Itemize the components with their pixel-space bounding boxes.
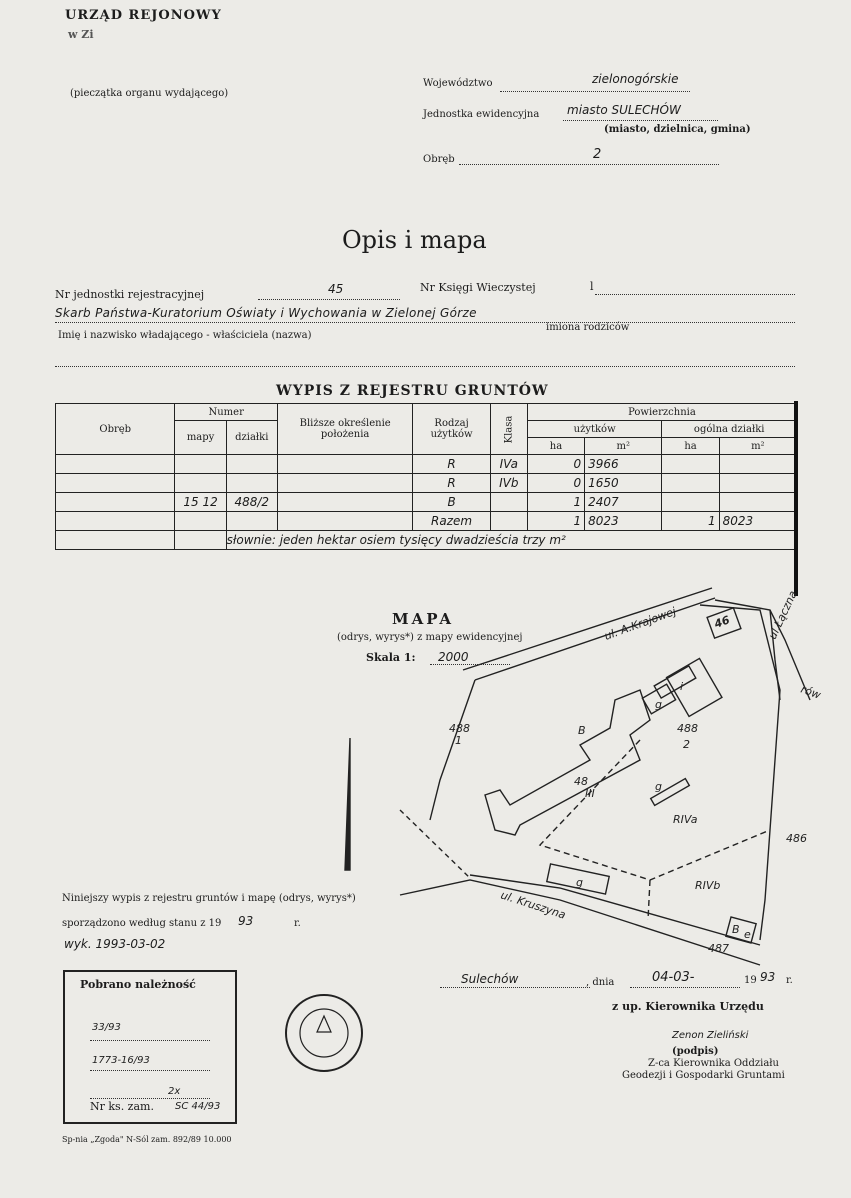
parents-caption: imiona rodziców [546, 322, 630, 333]
map-label-parcel-46: 46 [712, 613, 732, 631]
table-row-total: Razem 1 8023 1 8023 [56, 512, 797, 531]
header-total: ogólna działki [662, 421, 797, 438]
statement-r: r. [294, 918, 301, 929]
table-row: 15 12 488/2 B 1 2407 [56, 493, 797, 512]
statement-line-2: sporządzono według stanu z 19 [62, 918, 222, 929]
map-label-parcel-488-1-den: 1 [455, 734, 462, 747]
table-row: R IVb 0 1650 [56, 474, 797, 493]
map-label-parcel-488-1-num: 488 [449, 722, 470, 735]
voivodeship-label: Województwo [423, 78, 493, 89]
signature-name: Zenon Zieliński [672, 1030, 749, 1041]
fee-line-2: 1773-16/93 [92, 1055, 150, 1066]
extract-title: WYPIS Z REJESTRU GRUNTÓW [276, 383, 549, 399]
precinct-label: Obręb [423, 154, 455, 165]
book-value: l [590, 280, 594, 293]
map-label-building-b-small: B [732, 923, 740, 936]
map-label-building-48: 48 [574, 775, 588, 788]
map-subtitle: (odrys, wyrys*) z mapy ewidencyjnej [337, 632, 523, 643]
map-label-parcel-486: 486 [786, 832, 807, 845]
map-label-parcel-487: 487 [708, 942, 729, 955]
map-label-street-krajowej: ul. A.Krajowej [602, 604, 678, 643]
unit-label: Jednostka ewidencyjna [423, 109, 540, 120]
header-area: Powierzchnia [527, 404, 796, 421]
map-title: MAPA [392, 610, 455, 628]
round-seal-icon [283, 992, 365, 1074]
signature-label: z up. Kierownika Urzędu [612, 1000, 764, 1013]
date-label: , dnia [586, 977, 615, 988]
map-label-parcel-488-2-den: 2 [683, 738, 690, 751]
header-mapy: mapy [175, 421, 226, 455]
header-class: Klasa [503, 415, 515, 443]
fee-title: Pobrano należność [80, 978, 196, 991]
place: Sulechów [461, 972, 519, 986]
header-ha: ha [527, 438, 584, 455]
fee-nr-value: SC 44/93 [175, 1101, 221, 1112]
wyk-date: wyk. 1993-03-02 [64, 937, 166, 951]
header-obreb: Obręb [56, 404, 175, 455]
map-label-i: i [680, 680, 684, 693]
unit-no-label: Nr jednostki rejestracyjnej [55, 288, 205, 301]
header-uses: użytków [527, 421, 662, 438]
map-label-building-iii: III [585, 787, 595, 800]
date-r: r. [786, 975, 793, 986]
map-label-building-b: B [578, 724, 586, 737]
date-value: 04-03- [652, 970, 695, 985]
header-m2-total: m² [719, 438, 796, 455]
printer-line: Sp-nia „Zgoda" N-Sól zam. 892/89 10.000 [62, 1135, 232, 1144]
office-stamp-line: w Zi [68, 28, 94, 41]
map-label-garage-g2: g [655, 780, 662, 793]
signature-role-1: Z-ca Kierownika Oddziału [648, 1058, 779, 1069]
precinct-value: 2 [593, 147, 602, 162]
header-dzialki: działki [226, 421, 277, 455]
unit-no-value: 45 [328, 282, 344, 296]
header-location: Bliższe określenie położenia [277, 404, 413, 455]
map-label-rivb: RIVb [695, 879, 721, 892]
page-title: Opis i mapa [342, 226, 487, 254]
map-label-row: rów [798, 682, 823, 702]
statement-year: 93 [238, 914, 254, 928]
unit-caption: (miasto, dzielnica, gmina) [604, 124, 751, 135]
voivodeship-value: zielonogórskie [592, 72, 679, 86]
header-ha-total: ha [662, 438, 719, 455]
office-stamp-title: URZĄD REJONOWY [65, 8, 222, 23]
fee-amount: 33/93 [92, 1022, 121, 1033]
owner-value: Skarb Państwa-Kuratorium Oświaty i Wychowania w Zielonej Górze [55, 306, 477, 320]
date-year: 93 [760, 970, 776, 984]
map-label-garage-g3: g [576, 876, 583, 889]
map-label-parcel-488-2-num: 488 [677, 722, 698, 735]
map-label-garage-g1: g [655, 698, 662, 711]
book-label: Nr Księgi Wieczystej [420, 281, 536, 294]
map-label-riva: RIVa [673, 813, 698, 826]
fee-line-3: 2x [168, 1086, 181, 1097]
header-use-type: Rodzaj użytków [413, 404, 490, 455]
map-label-street-kruszyna: ul. Kruszyna [499, 888, 568, 922]
table-row: R IVa 0 3966 [56, 455, 797, 474]
header-numer: Numer [175, 404, 277, 421]
date-year-prefix: 19 [744, 975, 757, 986]
office-caption: (pieczątka organu wydającego) [70, 88, 229, 99]
map-label-street-laczna: ul.Łączna [765, 588, 800, 642]
statement-line-1: Niniejszy wypis z rejestru gruntów i mapę (odrys, wyrys*) [62, 893, 356, 904]
signature-role-2: Geodezji i Gospodarki Gruntami [622, 1070, 785, 1081]
owner-caption: Imię i nazwisko władającego - właściciela (nazwa) [58, 330, 312, 341]
table-row-words: słownie: jeden hektar osiem tysięcy dwadzieścia trzy m² [56, 531, 797, 550]
header-m2: m² [585, 438, 662, 455]
signature-caption: (podpis) [672, 1046, 719, 1057]
fee-nr-label: Nr ks. zam. [90, 1100, 154, 1113]
map-scale-label: Skala 1: [366, 651, 416, 664]
map-label-e: e [744, 928, 751, 941]
map-scale-value: 2000 [438, 650, 469, 664]
unit-value: miasto SULECHÓW [567, 103, 681, 117]
